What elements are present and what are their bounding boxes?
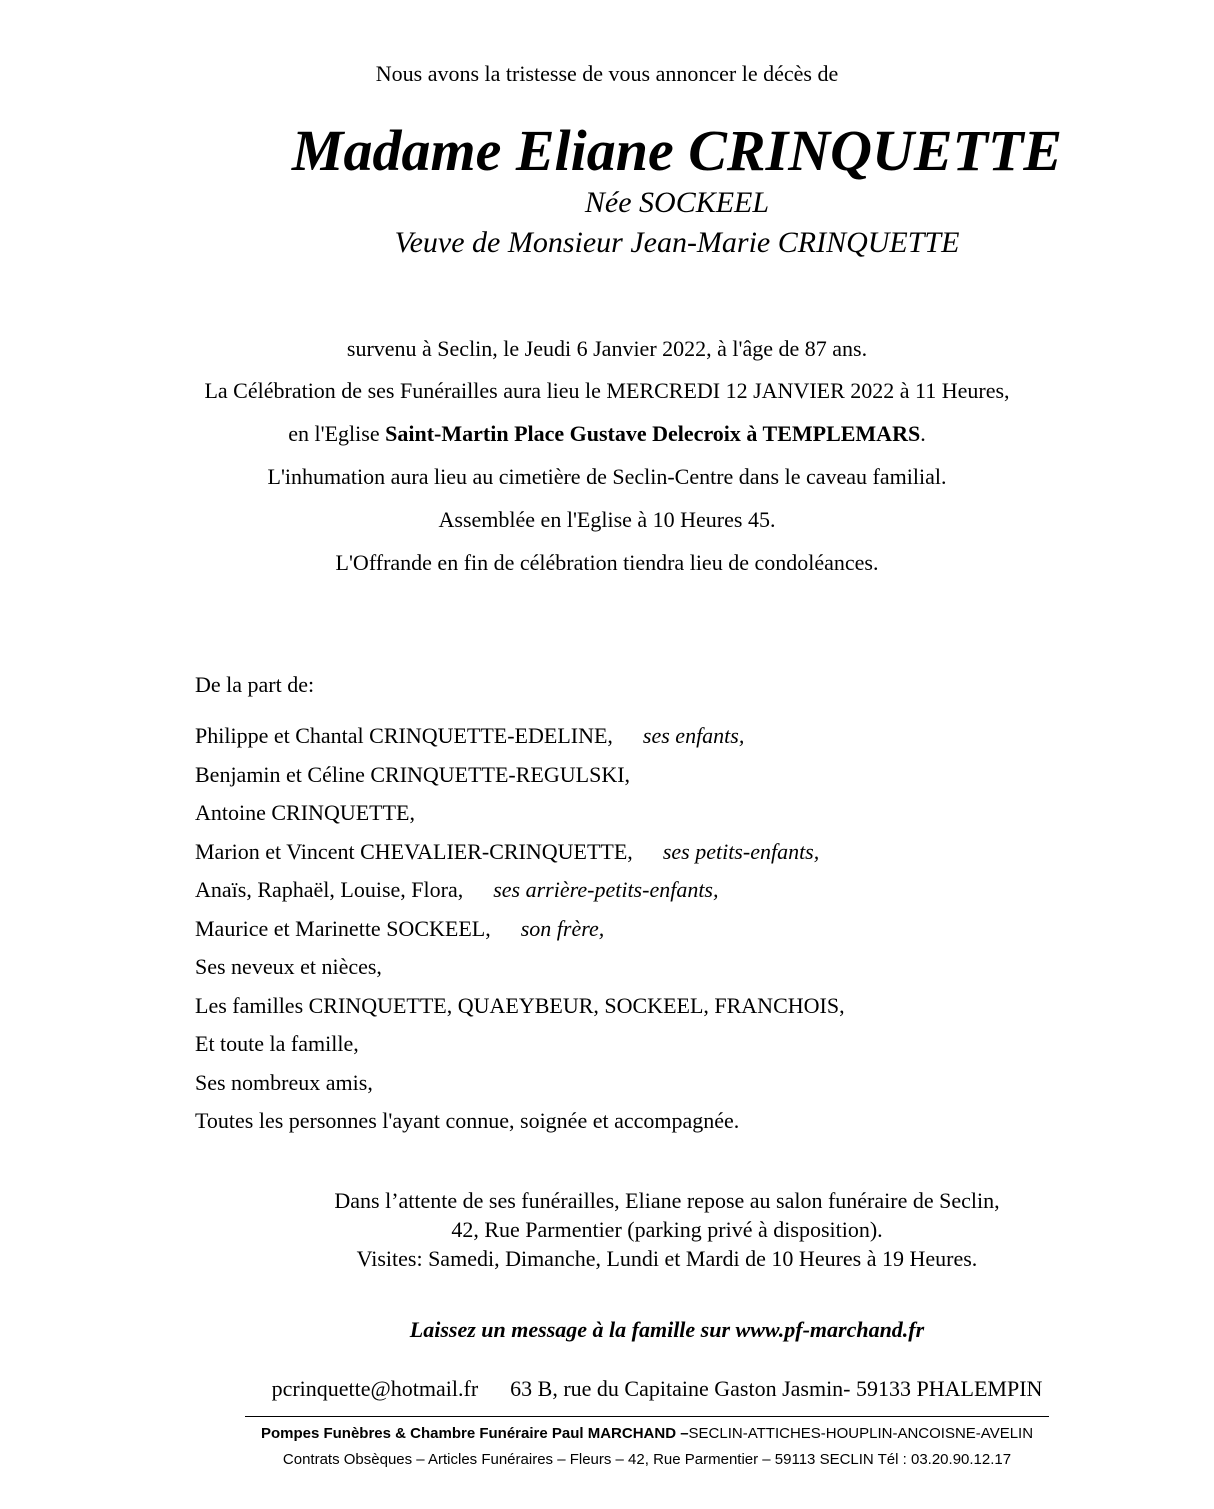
intro-text: Nous avons la tristesse de vous annoncer le décès de — [375, 61, 839, 86]
family-names: Et toute la famille, — [195, 1031, 359, 1056]
contact-address: 63 B, rue du Capitaine Gaston Jasmin- 59133 PHALEMPIN — [510, 1376, 1043, 1401]
family-line — [195, 1031, 359, 1057]
family-names: Ses neveux et nièces, — [195, 954, 382, 979]
footer-company — [0, 1424, 1214, 1444]
maiden-name: Née SOCKEEL — [584, 186, 770, 219]
family-role: ses petits-enfants, — [662, 839, 820, 864]
burial-details: L'inhumation aura lieu au cimetière de Seclin-Centre dans le caveau familial. — [267, 464, 947, 489]
footer-divider — [245, 1416, 1049, 1417]
contact-line — [0, 1376, 1214, 1402]
message-link-text: Laissez un message à la famille sur www.pf-marchand.fr — [409, 1317, 925, 1342]
visitation-line-3: Visites: Samedi, Dimanche, Lundi et Mardi de 10 Heures à 19 Heures. — [356, 1246, 978, 1271]
family-header: De la part de: — [195, 672, 315, 697]
visitation-line-2: 42, Rue Parmentier (parking privé à disposition). — [451, 1217, 883, 1242]
church-prefix: en l'Eglise — [288, 421, 386, 446]
church-suffix: . — [920, 421, 926, 446]
family-names: Philippe et Chantal CRINQUETTE-EDELINE, — [195, 723, 613, 748]
widow-of: Veuve de Monsieur Jean-Marie CRINQUETTE — [394, 226, 960, 259]
footer-services: Contrats Obsèques – Articles Funéraires – Fleurs – 42, Rue Parmentier – 59113 SECLIN Tél : 03.20.90.12.17 — [282, 1451, 1012, 1468]
family-names: Toutes les personnes l'ayant connue, soignée et accompagnée. — [195, 1108, 740, 1133]
family-line — [195, 762, 630, 788]
family-line — [195, 877, 719, 903]
family-names: Antoine CRINQUETTE, — [195, 800, 415, 825]
church-name: Saint-Martin Place Gustave Delecroix à TEMPLEMARS — [385, 421, 921, 446]
family-line — [195, 954, 382, 980]
family-role: son frère, — [520, 916, 605, 941]
assembly-details: Assemblée en l'Eglise à 10 Heures 45. — [438, 507, 776, 532]
family-line — [195, 839, 819, 865]
family-role: ses arrière-petits-enfants, — [493, 877, 719, 902]
family-line — [195, 993, 845, 1019]
family-line — [195, 800, 415, 826]
deceased-name: Madame Eliane CRINQUETTE — [291, 118, 1063, 183]
ceremony-details: La Célébration de ses Funérailles aura lieu le MERCREDI 12 JANVIER 2022 à 11 Heures, — [204, 378, 1010, 403]
family-line — [195, 723, 744, 749]
family-names: Marion et Vincent CHEVALIER-CRINQUETTE, — [195, 839, 633, 864]
family-line — [195, 1108, 739, 1134]
family-role: ses enfants, — [642, 723, 745, 748]
visitation-line-1: Dans l’attente de ses funérailles, Eliane repose au salon funéraire de Seclin, — [334, 1188, 1000, 1213]
church-location — [0, 421, 1214, 447]
death-details: survenu à Seclin, le Jeudi 6 Janvier 2022, à l'âge de 87 ans. — [346, 336, 868, 361]
family-names: Benjamin et Céline CRINQUETTE-REGULSKI, — [195, 762, 631, 787]
family-line — [195, 916, 604, 942]
contact-email: pcrinquette@hotmail.fr — [271, 1376, 479, 1401]
family-names: Ses nombreux amis, — [195, 1070, 373, 1095]
family-names: Les familles CRINQUETTE, QUAEYBEUR, SOCKEEL, FRANCHOIS, — [195, 993, 845, 1018]
footer-locations: SECLIN-ATTICHES-HOUPLIN-ANCOISNE-AVELIN — [688, 1425, 1034, 1442]
family-line — [195, 1070, 373, 1096]
footer-company-name: Pompes Funèbres & Chambre Funéraire Paul MARCHAND – — [260, 1425, 689, 1442]
offering-details: L'Offrande en fin de célébration tiendra lieu de condoléances. — [335, 550, 879, 575]
family-names: Maurice et Marinette SOCKEEL, — [195, 916, 491, 941]
family-names: Anaïs, Raphaël, Louise, Flora, — [195, 877, 464, 902]
